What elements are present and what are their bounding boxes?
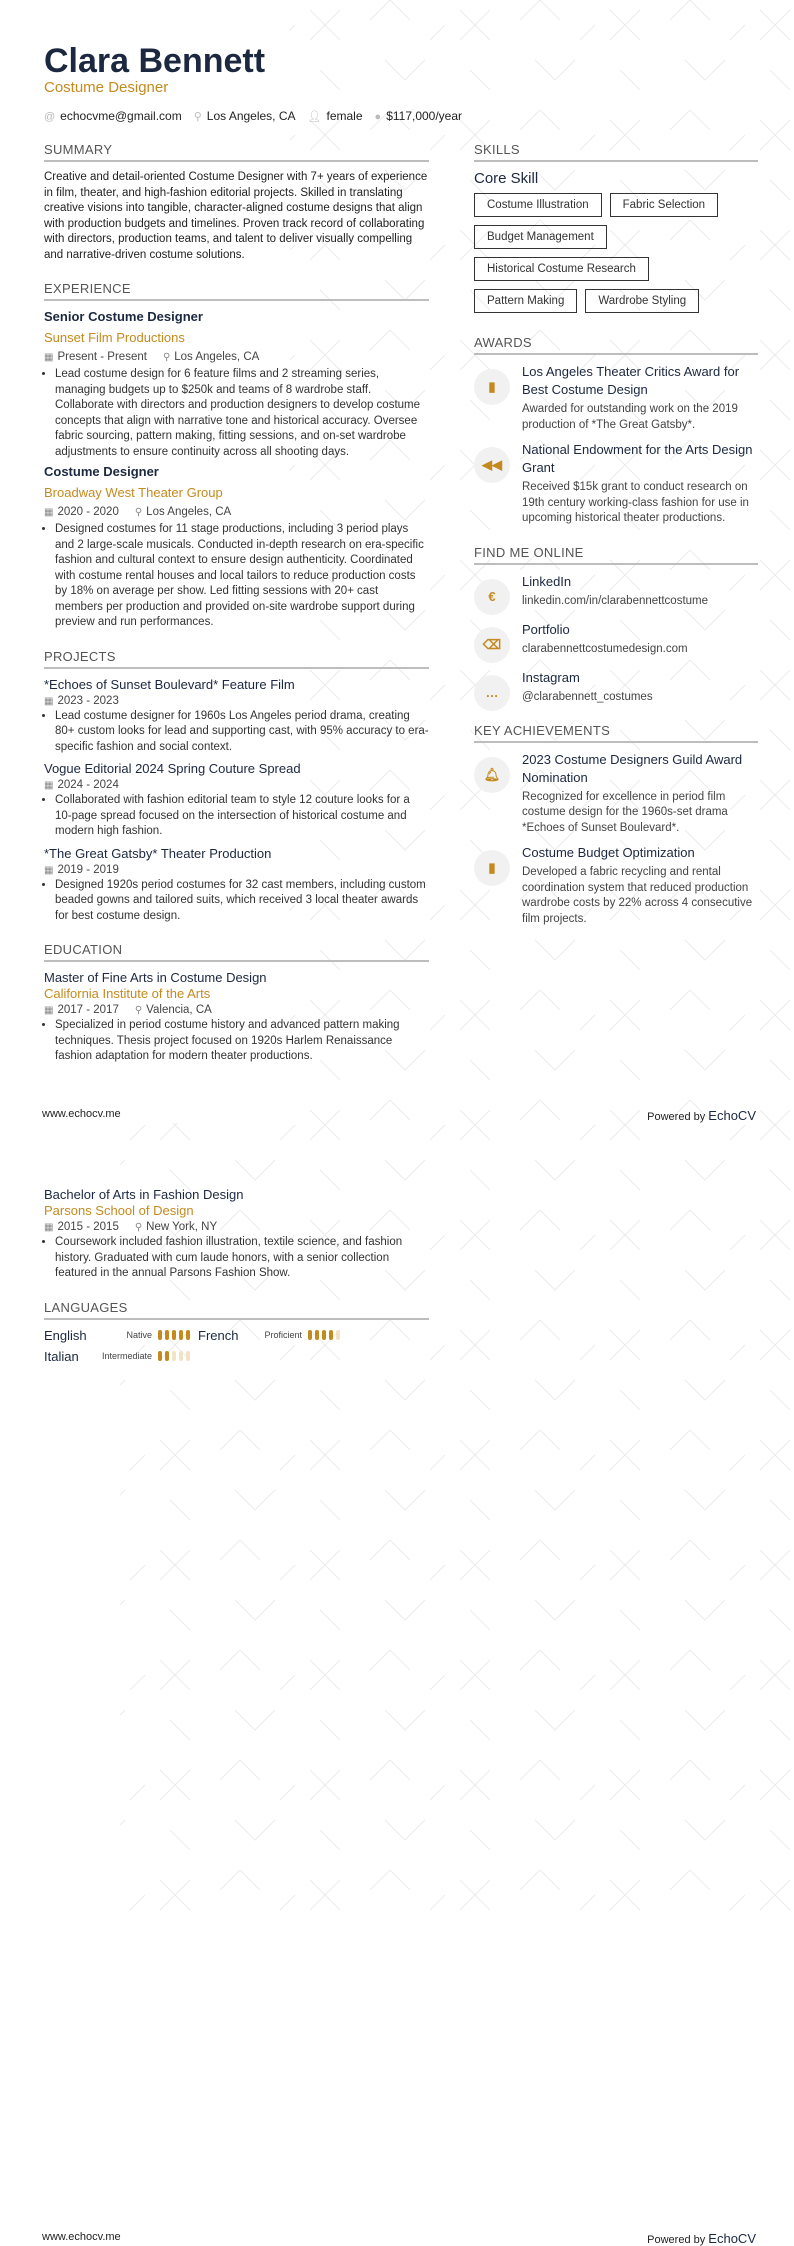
user-icon: 👤︎ (307, 111, 322, 123)
project-item (44, 761, 429, 840)
language-name: English (44, 1327, 87, 1343)
contact-text: Los Angeles, CA (206, 109, 296, 123)
location: New York, NY (146, 1221, 218, 1233)
calendar-icon: ▦ (44, 780, 54, 791)
bullet: • Coursework included fashion illustration, textile science, and fashion history. Graduated with cum laude honors, with a senior collection featured in the annual Parsons Fashion Show. (55, 1235, 429, 1282)
skill-group-title: Core Skill (474, 170, 539, 187)
award-desc: Received $15k grant to conduct research on 19th century working-class fashion for use in upcoming historical theater productions. (522, 481, 749, 524)
rating-dots (158, 1351, 190, 1361)
rating-dot (165, 1330, 169, 1340)
left-column (44, 142, 429, 1069)
award-desc: Awarded for outstanding work on the 2019 production of *The Great Gatsby*. (522, 403, 738, 431)
rating-dots (158, 1330, 190, 1340)
file-euro-icon: ▮ (474, 850, 510, 886)
project-title: Vogue Editorial 2024 Spring Couture Spread (44, 761, 301, 776)
rating-dots (308, 1330, 340, 1340)
footer-url[interactable]: www.echocv.me (42, 1108, 121, 1120)
brand-logo: EchoCV (708, 2231, 756, 2246)
contact-salary (375, 109, 463, 123)
degree: Bachelor of Arts in Fashion Design (44, 1187, 244, 1202)
language-name: French (198, 1327, 239, 1343)
document-icon: ▮ (474, 369, 510, 405)
contact-gender (308, 109, 363, 123)
page-footer (42, 2231, 756, 2246)
job-title: Senior Costume Designer (44, 309, 203, 324)
award-title: Los Angeles Theater Critics Award for Best Costume Design (522, 364, 740, 397)
location-icon: ⚲ (134, 1222, 143, 1233)
backspace-icon: ⌫ (474, 627, 510, 663)
at-icon: @ (44, 111, 56, 123)
contact-text: female (326, 109, 363, 123)
location: Los Angeles, CA (146, 506, 232, 518)
online-label: LinkedIn (522, 573, 572, 589)
contact-text: echocvme@gmail.com (60, 109, 182, 123)
bullet: • Designed 1920s period costumes for 32 cast members, including custom beaded gowns and tailored suits, which received 3 local theater awards for best costume design. (55, 878, 429, 925)
language-item (198, 1328, 348, 1343)
rewind-icon: ◀◀ (474, 447, 510, 483)
experience-item (44, 309, 429, 460)
dates: 2015 - 2015 (57, 1221, 119, 1233)
language-level: Native (126, 1330, 152, 1340)
dates: 2024 - 2024 (57, 779, 119, 791)
bullet: • Collaborated with fashion editorial team to style 12 couture looks for a 10-page spread focused on the intersection of historical costume and modern high fashion. (55, 793, 429, 840)
resume-page-2 (0, 1123, 794, 2246)
bell-icon: 🔔︎ (474, 757, 510, 793)
award-title: National Endowment for the Arts Design Grant (522, 442, 753, 475)
calendar-icon: ▦ (44, 695, 54, 707)
rating-dot (165, 1351, 169, 1361)
dates: Present - Present (57, 351, 147, 363)
candidate-name: Clara Bennett (44, 42, 266, 80)
online-label: Portfolio (522, 621, 570, 637)
skill-tags (474, 193, 744, 313)
language-level: Proficient (264, 1330, 302, 1340)
language-list (44, 1328, 429, 1370)
achievement-item (474, 751, 758, 837)
rating-dot (186, 1330, 190, 1340)
project-item (44, 846, 429, 925)
dates: 2019 - 2019 (57, 863, 119, 876)
left-column (44, 1181, 429, 1370)
rating-dot (322, 1330, 326, 1340)
degree: Master of Fine Arts in Costume Design (44, 970, 267, 985)
section-heading-projects: PROJECTS (44, 649, 429, 669)
project-title: *The Great Gatsby* Theater Production (44, 845, 272, 861)
language-item (44, 1328, 198, 1343)
company: Sunset Film Productions (44, 330, 185, 345)
location-icon: ⚲ (134, 507, 143, 518)
skill-tag: Fabric Selection (610, 193, 718, 217)
calendar-icon: ▦ (44, 507, 54, 518)
calendar-icon: ▦ (44, 1222, 54, 1233)
location-icon: ⚲ (134, 1005, 143, 1016)
dates: 2020 - 2020 (57, 506, 119, 518)
rating-dot (315, 1330, 319, 1340)
achievement-desc: Recognized for excellence in period film costume design for the 1960s-set drama *Echoes of Sunset Boulevard*. (522, 790, 728, 834)
location: Valencia, CA (146, 1004, 212, 1016)
language-name: Italian (44, 1348, 79, 1364)
rating-dot (158, 1330, 162, 1340)
location: Los Angeles, CA (174, 351, 260, 363)
skill-tag: Historical Costume Research (474, 257, 649, 281)
online-link[interactable]: clarabennettcostumedesign.com (522, 642, 688, 655)
online-link[interactable]: linkedin.com/in/clarabennettcostume (522, 594, 709, 607)
contact-email (44, 109, 182, 123)
job-title: Costume Designer (44, 464, 159, 479)
calendar-icon: ▦ (44, 864, 54, 876)
school: California Institute of the Arts (44, 986, 211, 1001)
skill-tag: Budget Management (474, 225, 607, 249)
project-title: *Echoes of Sunset Boulevard* Feature Film (44, 676, 295, 692)
bullet: • Lead costume designer for 1960s Los Angeles period drama, creating 80+ custom looks for lead and supporting cast, with 95% accuracy to era-specific fashion and social context. (55, 709, 429, 756)
footer-url[interactable]: www.echocv.me (42, 2231, 121, 2243)
calendar-icon: ▦ (44, 1005, 54, 1016)
achievement-title: Costume Budget Optimization (522, 845, 695, 860)
education-item (44, 1187, 429, 1282)
bullet: • Designed costumes for 11 stage productions, including 3 period plays and 2 large-scale musicals. Conducted in-depth research on era-specific fashion and cultural context to ensure design authenticity. Coordinated with costume rental houses and local tailors to reduce production costs by 18% on average per show. Led fitting sessions with 20+ cast members per production and provided on-site wardrobe support during preview and run performances. (55, 522, 429, 631)
company: Broadway West Theater Group (44, 485, 223, 500)
rating-dot (158, 1351, 162, 1361)
bullet: • Specialized in period costume history and advanced pattern making techniques. Thesis project focused on 1920s Harlem Renaissance fashion adaptation for modern theater productions. (55, 1018, 429, 1065)
project-item (44, 677, 429, 756)
online-label: Instagram (522, 669, 580, 685)
section-heading-skills: SKILLS (474, 142, 758, 162)
contact-row (44, 109, 462, 123)
award-item (474, 363, 758, 433)
dollar-icon: ● (374, 111, 382, 123)
calendar-icon: ▦ (44, 352, 54, 363)
powered-by: Powered by (647, 1111, 706, 1123)
section-heading-languages: LANGUAGES (44, 1300, 429, 1320)
rating-dot (172, 1351, 176, 1361)
section-heading-summary: SUMMARY (44, 142, 429, 162)
achievement-item (474, 844, 758, 927)
online-item[interactable] (474, 573, 758, 613)
section-heading-achievements: KEY ACHIEVEMENTS (474, 723, 758, 743)
skill-tag: Costume Illustration (474, 193, 602, 217)
online-link[interactable]: @clarabennett_costumes (522, 690, 653, 703)
location-icon: ⚲ (193, 111, 202, 123)
school: Parsons School of Design (44, 1203, 194, 1218)
bullet: • Lead costume design for 6 feature films and 2 streaming series, managing budgets up to $250k and teams of 8 wardrobe staff. Collaborate with directors and production designers to develop costume concepts that align with narrative tone and historical accuracy. Oversee fabric sourcing, pattern making, fitting sessions, and on-set wardrobe adjustments to ensure continuity across all shooting days. (55, 367, 429, 460)
dates: 2023 - 2023 (57, 694, 119, 707)
award-item (474, 441, 758, 527)
dates: 2017 - 2017 (57, 1004, 119, 1016)
rating-dot (186, 1351, 190, 1361)
location-icon: ⚲ (162, 352, 171, 363)
section-heading-education: EDUCATION (44, 942, 429, 962)
candidate-title: Costume Designer (44, 79, 169, 96)
education-item (44, 970, 429, 1065)
section-heading-awards: AWARDS (474, 335, 758, 355)
language-item (44, 1349, 198, 1364)
online-item[interactable] (474, 669, 758, 709)
right-column (474, 142, 758, 935)
powered-by: Powered by (647, 2234, 706, 2246)
achievement-desc: Developed a fabric recycling and rental coordination system that reduced production wardrobe costs by 22% across 4 consecutive film projects. (522, 866, 753, 925)
rating-dot (179, 1351, 183, 1361)
language-level: Intermediate (101, 1351, 152, 1361)
contact-location (194, 109, 296, 123)
rating-dot (308, 1330, 312, 1340)
achievement-title: 2023 Costume Designers Guild Award Nomination (522, 751, 743, 785)
section-heading-online: FIND ME ONLINE (474, 545, 758, 565)
online-item[interactable] (474, 621, 758, 661)
section-heading-experience: EXPERIENCE (44, 281, 429, 301)
rating-dot (336, 1330, 340, 1340)
summary-text: Creative and detail-oriented Costume Designer with 7+ years of experience in film, theater, and high-fashion editorial projects. Skilled in translating creative visions into tangible, character-aligned costume designs that align with production budgets and timelines. Proven track record of collaborating with directors, production teams, and talent to deliver visually compelling and narrative-driven costume solutions. (44, 171, 428, 261)
page-footer (42, 1108, 756, 1123)
skill-tag: Wardrobe Styling (585, 289, 699, 313)
brand-logo: EchoCV (708, 1108, 756, 1123)
euro-icon: € (474, 579, 510, 615)
contact-text: $117,000/year (386, 109, 463, 123)
experience-item (44, 464, 429, 631)
skill-tag: Pattern Making (474, 289, 577, 313)
ellipsis-icon: … (474, 675, 510, 711)
rating-dot (179, 1330, 183, 1340)
rating-dot (172, 1330, 176, 1340)
rating-dot (329, 1330, 333, 1340)
